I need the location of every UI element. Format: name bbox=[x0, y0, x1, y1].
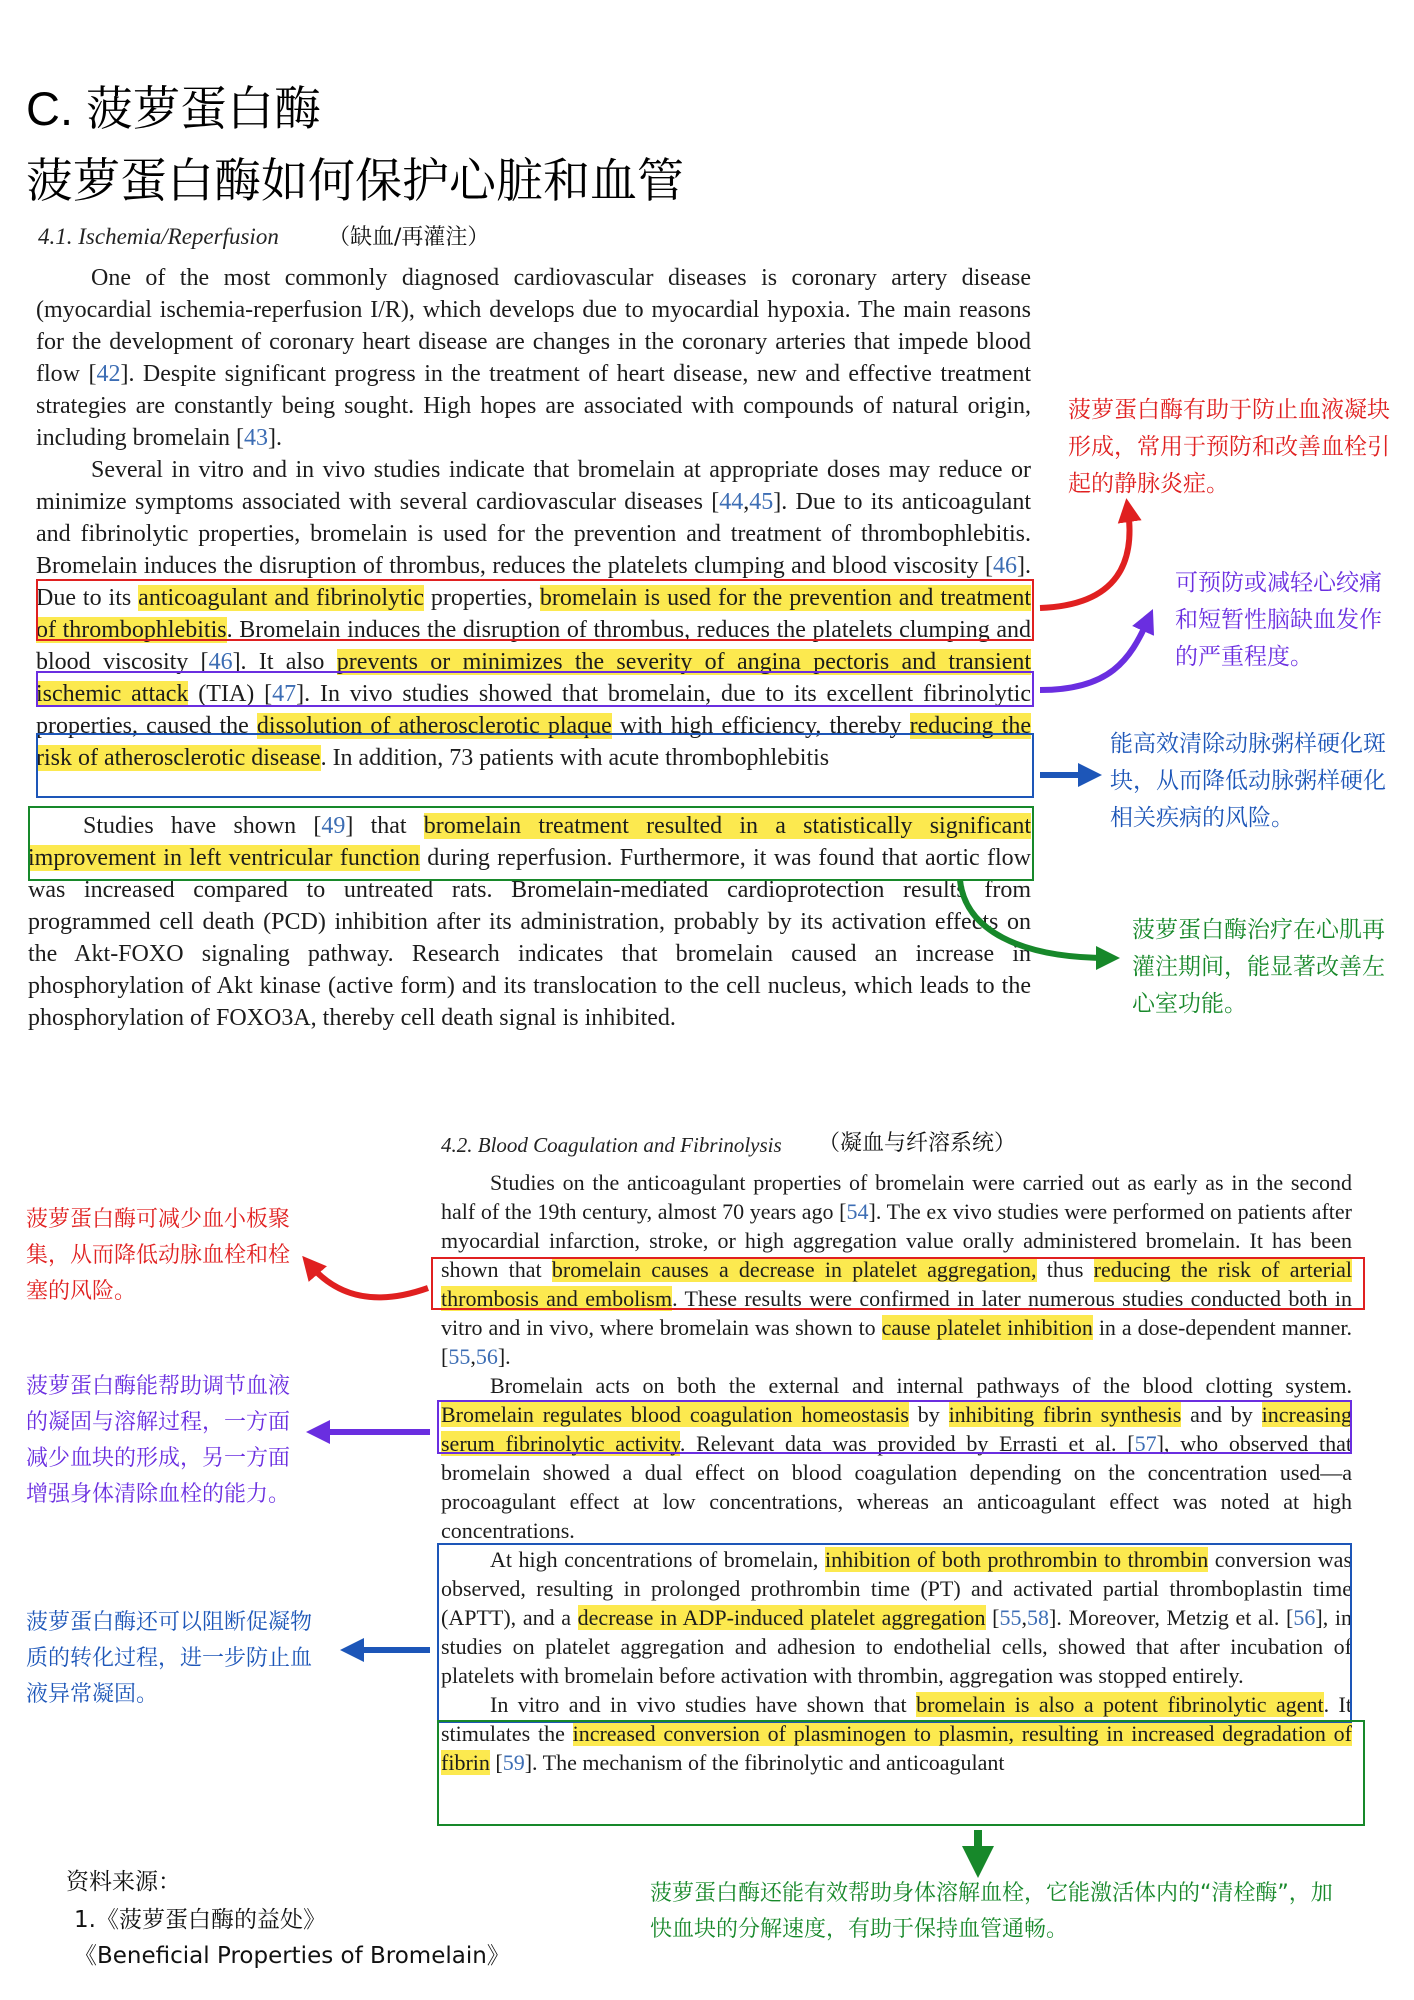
section2-heading: 4.2. Blood Coagulation and Fibrinolysis bbox=[441, 1133, 782, 1157]
highlighted-text: reducing the risk of arterial thrombosis and embolism bbox=[441, 1257, 1352, 1311]
reference-link[interactable]: 42 bbox=[96, 361, 121, 387]
highlighted-text: Bromelain regulates blood coagulation homeostasis bbox=[441, 1402, 909, 1427]
reference-link[interactable]: 47 bbox=[272, 681, 297, 707]
title-line-1: C. 菠萝蛋白酶 bbox=[26, 82, 322, 135]
highlighted-text: bromelain treatment resulted in a statistically significant improvement in left ventricular function bbox=[28, 813, 1032, 871]
reference-link[interactable]: 55 bbox=[448, 1344, 471, 1369]
reference-link[interactable]: 46 bbox=[993, 553, 1017, 579]
annotation-prothrombin: 菠萝蛋白酶还可以阻断促凝物质的转化过程，进一步防止血液异常凝固。 bbox=[26, 1610, 313, 1707]
section1-heading-cn: （缺血/再灌注） bbox=[328, 225, 490, 250]
reference-link[interactable]: 49 bbox=[321, 813, 346, 839]
annotation-left-ventricle: 菠萝蛋白酶治疗在心肌再灌注期间，能显著改善左心室功能。 bbox=[1132, 917, 1385, 1017]
s2-paragraph-3: At high concentrations of bromelain, inhibition of both prothrombin to thrombin conversion was observed, resulting in prolonged prothrombin time (PT) and activated partial thromboplastin time (APTT), and a decrease in ADP-induced platelet aggregation [55,58]. Moreover, Metzig et al. [56], in studies on platelet aggregation and adhesion to endothelial cells, showed that after incubation of platelets with bromelain before activation with thrombin, aggregation was stopped entirely. bbox=[441, 1547, 1353, 1688]
section1-heading: 4.1. Ischemia/Reperfusion bbox=[38, 224, 279, 249]
arrow-red-1 bbox=[1040, 510, 1130, 608]
reference-link[interactable]: 44 bbox=[719, 489, 744, 515]
highlighted-text: reducing the risk of atherosclerotic disease bbox=[36, 713, 1031, 771]
title-line-2: 菠萝蛋白酶如何保护心脏和血管 bbox=[26, 154, 684, 207]
arrow-red-2 bbox=[310, 1265, 428, 1297]
highlighted-text: inhibition of both prothrombin to thrombin bbox=[824, 1547, 1209, 1572]
highlighted-text: anticoagulant and fibrinolytic bbox=[138, 585, 424, 611]
annotation-homeostasis: 菠萝蛋白酶能帮助调节血液的凝固与溶解过程，一方面减少血块的形成，另一方面增强身体清除血栓的能力。 bbox=[26, 1374, 291, 1507]
reference-link[interactable]: 58 bbox=[1027, 1605, 1049, 1630]
highlighted-text: cause platelet inhibition bbox=[881, 1315, 1093, 1340]
annotation-angina: 可预防或减轻心绞痛和短暂性脑缺血发作的严重程度。 bbox=[1175, 570, 1382, 670]
reference-link[interactable]: 56 bbox=[1293, 1605, 1316, 1630]
reference-link[interactable]: 46 bbox=[208, 649, 233, 675]
highlighted-text: bromelain is used for the prevention and treatment of thrombophlebitis bbox=[36, 585, 1032, 643]
highlighted-text: increasing serum fibrinolytic activity bbox=[441, 1402, 1353, 1456]
reference-link[interactable]: 56 bbox=[475, 1344, 498, 1369]
annotation-platelet: 菠萝蛋白酶可减少血小板聚集，从而降低动脉血栓和栓塞的风险。 bbox=[26, 1207, 291, 1304]
highlighted-text: dissolution of atherosclerotic plaque bbox=[256, 713, 612, 739]
source-item-2: 《Beneficial Properties of Bromelain》 bbox=[74, 1943, 510, 1969]
highlighted-text: increased conversion of plasminogen to plasmin, resulting in increased degradation of fibrin bbox=[441, 1721, 1353, 1775]
reference-link[interactable]: 43 bbox=[243, 425, 268, 451]
reference-link[interactable]: 57 bbox=[1134, 1431, 1157, 1456]
sources-label: 资料来源： bbox=[66, 1869, 181, 1895]
s2-paragraph-2: Bromelain acts on both the external and internal pathways of the blood clotting system. Bromelain regulates blood coagulation homeostasis by inhibiting fibrin synthesis and by increasing serum fibrinolytic activity. Relevant data was provided by Errasti et al. [57], who observed that bromelain showed a dual effect on blood coagulation depending on the concentration used—a procoagulant effect at low concentrations, whereas an anticoagulant effect was noted at high concentrations. bbox=[441, 1373, 1353, 1543]
highlighted-text: bromelain is also a potent fibrinolytic agent bbox=[916, 1692, 1324, 1717]
reference-link[interactable]: 45 bbox=[749, 489, 774, 515]
annotation-atherosclerosis: 能高效清除动脉粥样硬化斑块，从而降低动脉粥样硬化相关疾病的风险。 bbox=[1110, 731, 1386, 831]
highlighted-text: bromelain causes a decrease in platelet aggregation, bbox=[551, 1257, 1037, 1282]
annotation-anticoagulant: 菠萝蛋白酶有助于防止血液凝块形成，常用于预防和改善血栓引起的静脉炎症。 bbox=[1068, 397, 1390, 497]
highlighted-text: inhibiting fibrin synthesis bbox=[948, 1402, 1182, 1427]
reference-link[interactable]: 55 bbox=[999, 1605, 1022, 1630]
section2-heading-cn: （凝血与纤溶系统） bbox=[818, 1131, 1017, 1156]
annotation-fibrinolytic: 菠萝蛋白酶还能有效帮助身体溶解血栓，它能激活体内的“清栓酶”，加快血块的分解速度，有助于保持血管通畅。 bbox=[650, 1881, 1333, 1942]
highlighted-text: prevents or minimizes the severity of angina pectoris and transient ischemic attack bbox=[36, 649, 1032, 707]
reference-link[interactable]: 54 bbox=[846, 1199, 869, 1224]
reference-link[interactable]: 59 bbox=[502, 1750, 525, 1775]
s2-paragraph-4: In vitro and in vivo studies have shown that bromelain is also a potent fibrinolytic agent. It stimulates the increased conversion of plasminogen to plasmin, resulting in increased degradation of fibrin [59]. The mechanism of the fibrinolytic and anticoagulant bbox=[441, 1692, 1353, 1775]
highlighted-text: decrease in ADP-induced platelet aggregation bbox=[577, 1605, 986, 1630]
s1-paragraph-2: Several in vitro and in vivo studies indicate that bromelain at appropriate doses may reduce or minimize symptoms associated with several cardiovascular diseases [44,45]. Due to its anticoagulant and fibrinolytic properties, bromelain is used for the prevention and treatment of thrombophlebitis. Bromelain induces the disruption of thrombus, reduces the platelets clumping and blood viscosity [46]. Due to its anticoagulant and fibrinolytic properties, bromelain is used for the prevention and treatment of thrombophlebitis. Bromelain induces the disruption of thrombus, reduces the platelets clumping and blood viscosity [46]. It also prevents or minimizes the severity of angina pectoris and transient ischemic attack (TIA) [47]. In vivo studies showed that bromelain, due to its excellent fibrinolytic properties, caused the dissolution of atherosclerotic plaque with high efficiency, thereby reducing the risk of atherosclerotic disease. In addition, 73 patients with acute thrombophlebitis bbox=[36, 457, 1032, 771]
arrow-green-1 bbox=[960, 880, 1108, 958]
arrow-purple-1 bbox=[1040, 620, 1148, 690]
s1-paragraph-3: Studies have shown [49] that bromelain treatment resulted in a statistically significant improvement in left ventricular function during reperfusion. Furthermore, it was found that aortic flow was increased compared to untreated rats. Bromelain-mediated cardioprotection results from programmed cell death (PCD) inhibition after its administration, probably by its activation effects on the Akt-FOXO signaling pathway. Research indicates that bromelain caused an increase in phosphorylation of Akt kinase (active form) and its translocation to the cell nucleus, which leads to the phosphorylation of FOXO3A, thereby cell death signal is inhibited. bbox=[28, 813, 1032, 1031]
s2-paragraph-1: Studies on the anticoagulant properties of bromelain were carried out as early as in the second half of the 19th century, almost 70 years ago [54]. The ex vivo studies were performed on patients after myocardial infarction, stroke, or high aggregation value orally administered bromelain. It has been shown that bromelain causes a decrease in platelet aggregation, thus reducing the risk of arterial thrombosis and embolism. These results were confirmed in later numerous studies conducted both in vitro and in vivo, where bromelain was shown to cause platelet inhibition in a dose-dependent manner. [55,56]. bbox=[441, 1170, 1353, 1369]
s1-paragraph-1: One of the most commonly diagnosed cardiovascular diseases is coronary artery disease (myocardial ischemia-reperfusion I/R), which develops due to myocardial hypoxia. The main reasons for the development of coronary heart disease are changes in the coronary arteries that impede blood flow [42]. Despite significant progress in the treatment of heart disease, new and effective treatment strategies are constantly being sought. High hopes are associated with compounds of natural origin, including bromelain [43]. bbox=[36, 265, 1031, 451]
source-item-1: 1.《菠萝蛋白酶的益处》 bbox=[74, 1907, 326, 1933]
